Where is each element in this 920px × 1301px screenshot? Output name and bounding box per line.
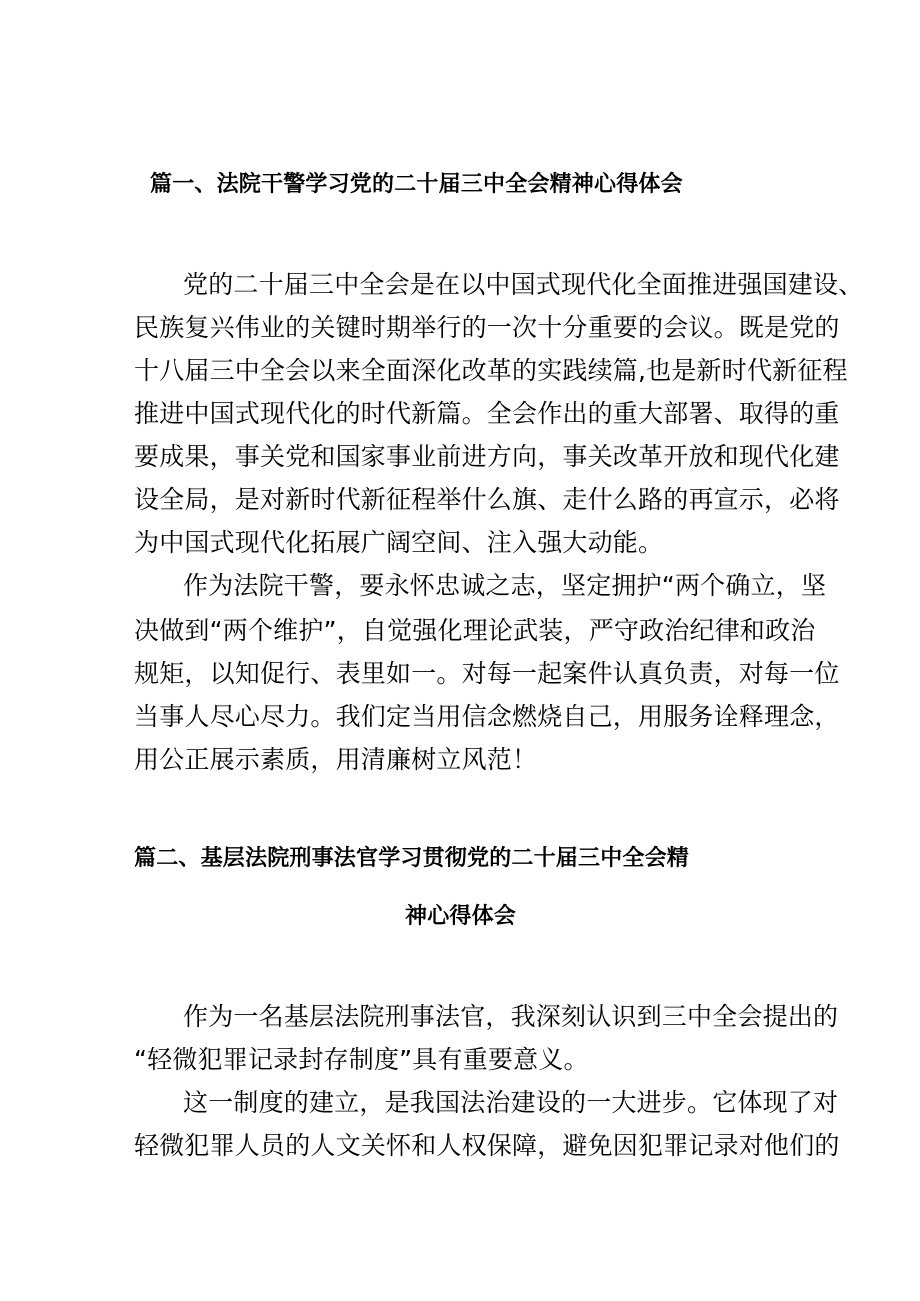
section2-p2-line2: 轻微犯罪人员的人文关怀和人权保障，避免因犯罪记录对他们的 <box>134 1131 840 1160</box>
section1-p2-line5: 用公正展示素质，用清廉树立风范！ <box>134 745 538 774</box>
section2-title-line1: 篇二、基层法院刑事法官学习贯彻党的二十届三中全会精 <box>134 846 690 871</box>
section2-p1-line1: 作为一名基层法院刑事法官，我深刻认识到三中全会提出的 <box>183 1002 839 1031</box>
section1-p1-line6: 设全局，是对新时代新征程举什么旗、走什么路的再宣示，必将 <box>134 485 840 514</box>
section1-p2-line1: 作为法院干警，要永怀忠诚之志，坚定拥护“两个确立，坚 <box>183 571 827 600</box>
section1-p2-line4: 当事人尽心尽力。我们定当用信念燃烧自己，用服务诠释理念， <box>134 702 840 731</box>
section2-p1-line2: “轻微犯罪记录封存制度”具有重要意义。 <box>134 1045 589 1074</box>
section1-p1-line3: 十八届三中全会以来全面深化改革的实践续篇,也是新时代新征程 <box>134 356 848 385</box>
section1-p1-line5: 要成果，事关党和国家事业前进方向，事关改革开放和现代化建 <box>134 442 840 471</box>
section1-title: 篇一、法院干警学习党的二十届三中全会精神心得体会 <box>150 172 683 197</box>
section1-p1-line4: 推进中国式现代化的时代新篇。全会作出的重大部署、取得的重 <box>134 399 840 428</box>
section2-title-line2: 神心得体会 <box>405 904 517 929</box>
section2-p2-line1: 这一制度的建立，是我国法治建设的一大进步。它体现了对 <box>183 1088 839 1117</box>
section1-p1-line7: 为中国式现代化拓展广阔空间、注入强大动能。 <box>134 528 664 557</box>
section1-p2-line3: 规矩，以知促行、表里如一。对每一起案件认真负责，对每一位 <box>134 659 840 688</box>
section1-p2-line2: 决做到“两个维护”，自觉强化理论武装，严守政治纪律和政治 <box>134 616 816 645</box>
section1-p1-line1: 党的二十届三中全会是在以中国式现代化全面推进强国建设、 <box>183 270 864 299</box>
section1-p1-line2: 民族复兴伟业的关键时期举行的一次十分重要的会议。既是党的 <box>134 313 840 342</box>
